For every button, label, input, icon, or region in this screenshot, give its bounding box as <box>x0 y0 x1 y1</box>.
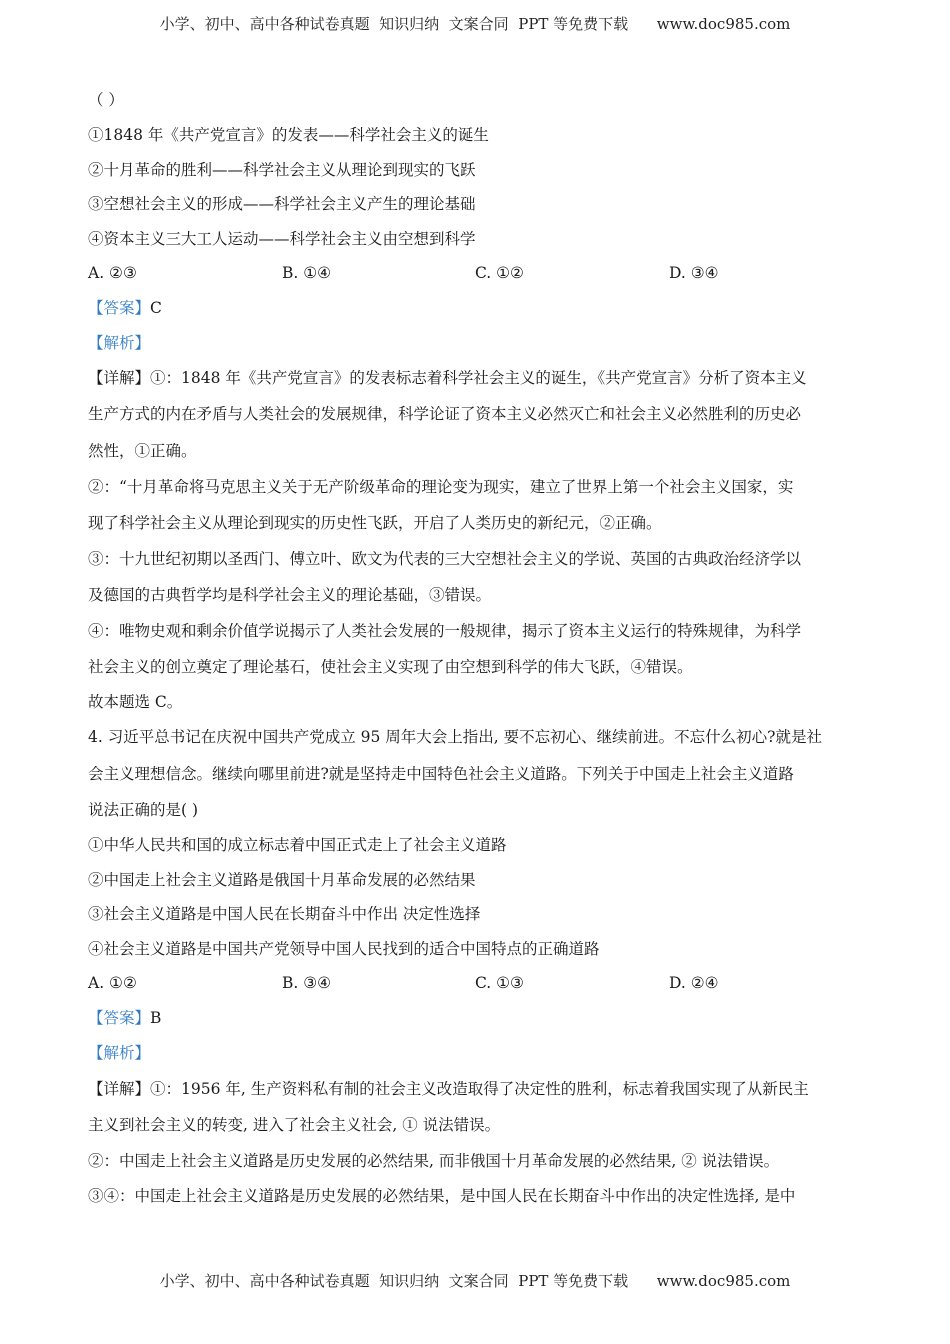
q4-detail-line-1: 【详解】①：1956 年, 生产资料私有制的社会主义改造取得了决定性的胜利，标志着我国实现了从新民主 <box>88 1080 809 1098</box>
detail-tag: 【详解】 <box>88 1080 151 1098</box>
answer-tag: 【答案】 <box>88 299 151 317</box>
q3-option-a: A. ②③ <box>88 264 137 282</box>
page-footer: 小学、初中、高中各种试卷真题 知识归纳 文案合同 PPT 等免费下载 www.doc985.com <box>159 1272 791 1290</box>
q3-option-d: D. ③④ <box>669 264 719 282</box>
analysis-tag: 【解析】 <box>88 1044 151 1062</box>
q4-analysis <box>88 1043 150 1063</box>
q4-stem-line-3: 说法正确的是( ) <box>88 801 199 819</box>
q3-item-3: ③空想社会主义的形成——科学社会主义产生的理论基础 <box>88 195 476 213</box>
q3-item-1: ①1848 年《共产党宣言》的发表——科学社会主义的诞生 <box>88 126 489 144</box>
q4-option-b: B. ③④ <box>282 974 332 992</box>
q3-answer <box>88 298 162 318</box>
answer-tag: 【答案】 <box>88 1009 151 1027</box>
q4-detail-line-2: 主义到社会主义的转变, 进入了社会主义社会, ① 说法错误。 <box>88 1116 501 1134</box>
q4-item-1: ①中华人民共和国的成立标志着中国正式走上了社会主义道路 <box>88 836 507 854</box>
q4-option-d: D. ②④ <box>669 974 719 992</box>
q4-item-3: ③社会主义道路是中国人民在长期奋斗中作出 决定性选择 <box>88 905 481 923</box>
q4-stem-line-2: 会主义理想信念。继续向哪里前进?就是坚持走中国特色社会主义道路。下列关于中国走上社会主义道路 <box>88 765 794 783</box>
q4-item-4: ④社会主义道路是中国共产党领导中国人民找到的适合中国特点的正确道路 <box>88 940 600 958</box>
q3-option-c: C. ①② <box>475 264 524 282</box>
q3-detail-line-9: 社会主义的创立奠定了理论基石，使社会主义实现了由空想到科学的伟大飞跃，④错误。 <box>88 658 693 676</box>
q3-detail-line-5: 现了科学社会主义从理论到现实的历史性飞跃，开启了人类历史的新纪元，②正确。 <box>88 514 662 532</box>
detail-tag: 【详解】 <box>88 369 151 387</box>
q4-item-2: ②中国走上社会主义道路是俄国十月革命发展的必然结果 <box>88 871 476 889</box>
q4-detail-line-4: ③④：中国走上社会主义道路是历史发展的必然结果，是中国人民在长期奋斗中作出的决定性选择, 是中 <box>88 1187 796 1205</box>
q3-detail-line-4: ②：“十月革命将马克思主义关于无产阶级革命的理论变为现实，建立了世界上第一个社会主义国家，实 <box>88 478 794 496</box>
q4-option-a: A. ①② <box>88 974 137 992</box>
q3-detail-line-6: ③：十九世纪初期以圣西门、傅立叶、欧文为代表的三大空想社会主义的学说、英国的古典政治经济学以 <box>88 550 802 568</box>
q4-answer-value: B <box>150 1009 162 1027</box>
q3-detail-line-7: 及德国的古典哲学均是科学社会主义的理论基础，③错误。 <box>88 586 492 604</box>
q4-stem-line-1: 4. 习近平总书记在庆祝中国共产党成立 95 周年大会上指出, 要不忘初心、继续前进。不忘什么初心?就是社 <box>88 728 822 746</box>
q4-answer <box>88 1008 161 1028</box>
q4-detail-line-3: ②：中国走上社会主义道路是历史发展的必然结果, 而非俄国十月革命发展的必然结果, ② 说法错误。 <box>88 1152 780 1170</box>
q3-item-4: ④资本主义三大工人运动——科学社会主义由空想到科学 <box>88 230 476 248</box>
q3-analysis <box>88 333 150 353</box>
q3-detail-line-8: ④：唯物史观和剩余价值学说揭示了人类社会发展的一般规律，揭示了资本主义运行的特殊规律，为科学 <box>88 622 802 640</box>
q3-detail-line-2: 生产方式的内在矛盾与人类社会的发展规律，科学论证了资本主义必然灭亡和社会主义必然胜利的历史必 <box>88 405 802 423</box>
q3-item-2: ②十月革命的胜利——科学社会主义从理论到现实的飞跃 <box>88 161 476 179</box>
q3-option-b: B. ①④ <box>282 264 332 282</box>
q3-detail-line-3: 然性，①正确。 <box>88 442 197 460</box>
page-header: 小学、初中、高中各种试卷真题 知识归纳 文案合同 PPT 等免费下载 www.doc985.com <box>159 15 791 33</box>
q3-detail-line-10: 故本题选 C。 <box>88 693 183 711</box>
q4-option-c: C. ①③ <box>475 974 524 992</box>
q3-detail-line-1: 【详解】①：1848 年《共产党宣言》的发表标志着科学社会主义的诞生，《共产党宣言》分析了资本主义 <box>88 369 807 387</box>
analysis-tag: 【解析】 <box>88 334 151 352</box>
q3-stem-tail: （ ） <box>88 91 124 109</box>
q3-answer-value: C <box>150 299 162 317</box>
